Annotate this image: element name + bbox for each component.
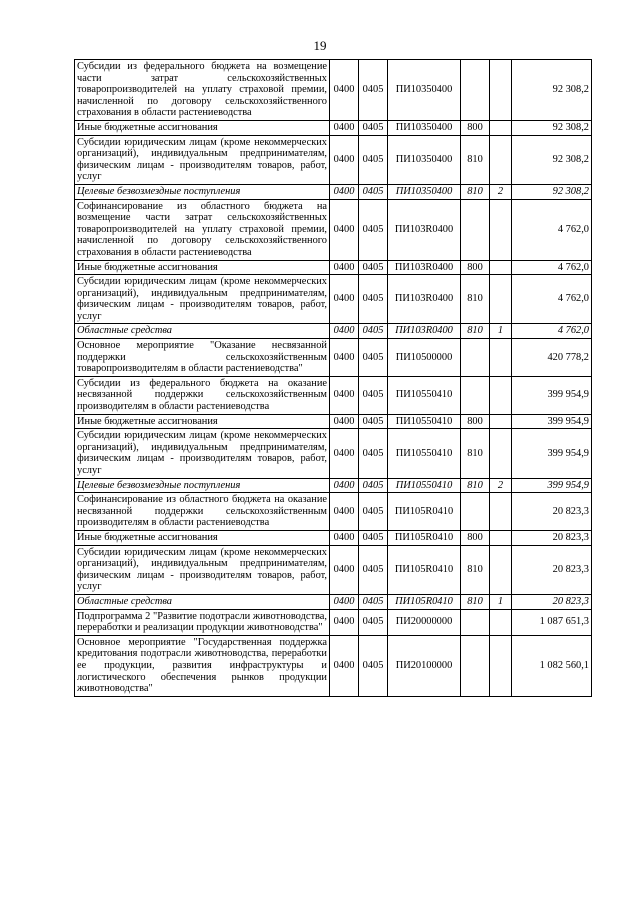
amount: 1 087 651,3 bbox=[512, 609, 592, 635]
target-article-code: ПИ105R0410 bbox=[388, 545, 461, 594]
target-article-code: ПИ10350400 bbox=[388, 60, 461, 121]
expense-type-code: 810 bbox=[461, 545, 490, 594]
subsection-code: 0405 bbox=[359, 429, 388, 478]
row-description: Субсидии юридическим лицам (кроме некоммерческих организаций), индивидуальным предпринимателям, физическим лицам - производителям товаров, работ, услуг bbox=[75, 135, 330, 184]
table-row bbox=[75, 414, 592, 429]
row-description: Иные бюджетные ассигнования bbox=[75, 260, 330, 275]
expense-type-code: 810 bbox=[461, 184, 490, 199]
subsection-code: 0405 bbox=[359, 609, 388, 635]
row-description: Основное мероприятие "Государственная поддержка кредитования подотрасли животноводства, переработки ее продукции, развития инфраструктуры и логистического обеспечения рынков продукции животноводства" bbox=[75, 635, 330, 696]
subsection-code: 0405 bbox=[359, 530, 388, 545]
row-description: Целевые безвозмездные поступления bbox=[75, 478, 330, 493]
row-description: Субсидии юридическим лицам (кроме некоммерческих организаций), индивидуальным предпринимателям, физическим лицам - производителям товаров, работ, услуг bbox=[75, 545, 330, 594]
amount: 92 308,2 bbox=[512, 60, 592, 121]
target-article-code: ПИ10500000 bbox=[388, 339, 461, 377]
table-row bbox=[75, 260, 592, 275]
expense-type-code: 800 bbox=[461, 120, 490, 135]
source-code bbox=[490, 609, 512, 635]
target-article-code: ПИ103R0400 bbox=[388, 199, 461, 260]
target-article-code: ПИ10550410 bbox=[388, 376, 461, 414]
section-code: 0400 bbox=[330, 60, 359, 121]
subsection-code: 0405 bbox=[359, 120, 388, 135]
source-code bbox=[490, 635, 512, 696]
expense-type-code: 810 bbox=[461, 478, 490, 493]
source-code: 1 bbox=[490, 594, 512, 609]
table-row bbox=[75, 635, 592, 696]
amount: 92 308,2 bbox=[512, 184, 592, 199]
target-article-code: ПИ103R0400 bbox=[388, 324, 461, 339]
section-code: 0400 bbox=[330, 594, 359, 609]
table-row bbox=[75, 594, 592, 609]
source-code bbox=[490, 199, 512, 260]
section-code: 0400 bbox=[330, 324, 359, 339]
source-code bbox=[490, 60, 512, 121]
row-description: Субсидии юридическим лицам (кроме некоммерческих организаций), индивидуальным предпринимателям, физическим лицам - производителям товаров, работ, услуг bbox=[75, 275, 330, 324]
target-article-code: ПИ10350400 bbox=[388, 184, 461, 199]
section-code: 0400 bbox=[330, 199, 359, 260]
subsection-code: 0405 bbox=[359, 184, 388, 199]
row-description: Субсидии из федерального бюджета на возмещение части затрат сельскохозяйственных товаропроизводителей на уплату страховой премии, начисленной по договору сельскохозяйственного страхования в области растениеводства bbox=[75, 60, 330, 121]
row-description: Софинансирование из областного бюджета на оказание несвязанной поддержки сельскохозяйственным производителям в области растениеводства bbox=[75, 493, 330, 531]
subsection-code: 0405 bbox=[359, 493, 388, 531]
source-code bbox=[490, 120, 512, 135]
row-description: Софинансирование из областного бюджета на возмещение части затрат сельскохозяйственных товаропроизводителей на уплату страховой премии, начисленной по договору сельскохозяйственного страхования в области растениеводства bbox=[75, 199, 330, 260]
table-row bbox=[75, 545, 592, 594]
amount: 92 308,2 bbox=[512, 120, 592, 135]
amount: 399 954,9 bbox=[512, 429, 592, 478]
expense-type-code: 810 bbox=[461, 135, 490, 184]
table-row bbox=[75, 60, 592, 121]
source-code bbox=[490, 135, 512, 184]
source-code bbox=[490, 493, 512, 531]
source-code bbox=[490, 260, 512, 275]
amount: 20 823,3 bbox=[512, 545, 592, 594]
subsection-code: 0405 bbox=[359, 376, 388, 414]
section-code: 0400 bbox=[330, 135, 359, 184]
page-number: 19 bbox=[313, 38, 327, 53]
amount: 420 778,2 bbox=[512, 339, 592, 377]
target-article-code: ПИ10550410 bbox=[388, 478, 461, 493]
target-article-code: ПИ20100000 bbox=[388, 635, 461, 696]
expense-type-code: 800 bbox=[461, 414, 490, 429]
expense-type-code bbox=[461, 199, 490, 260]
subsection-code: 0405 bbox=[359, 275, 388, 324]
expense-type-code bbox=[461, 60, 490, 121]
table-row bbox=[75, 184, 592, 199]
row-description: Областные средства bbox=[75, 594, 330, 609]
table-row bbox=[75, 275, 592, 324]
budget-table bbox=[74, 59, 592, 697]
row-description: Подпрограмма 2 "Развитие подотрасли животноводства, переработки и реализации продукции животноводства" bbox=[75, 609, 330, 635]
table-row bbox=[75, 324, 592, 339]
amount: 20 823,3 bbox=[512, 594, 592, 609]
source-code bbox=[490, 530, 512, 545]
table-row bbox=[75, 120, 592, 135]
target-article-code: ПИ10550410 bbox=[388, 429, 461, 478]
row-description: Иные бюджетные ассигнования bbox=[75, 530, 330, 545]
subsection-code: 0405 bbox=[359, 635, 388, 696]
source-code bbox=[490, 545, 512, 594]
source-code bbox=[490, 376, 512, 414]
subsection-code: 0405 bbox=[359, 135, 388, 184]
target-article-code: ПИ103R0400 bbox=[388, 275, 461, 324]
section-code: 0400 bbox=[330, 609, 359, 635]
expense-type-code bbox=[461, 376, 490, 414]
section-code: 0400 bbox=[330, 339, 359, 377]
amount: 399 954,9 bbox=[512, 478, 592, 493]
source-code: 2 bbox=[490, 184, 512, 199]
amount: 4 762,0 bbox=[512, 199, 592, 260]
target-article-code: ПИ10350400 bbox=[388, 120, 461, 135]
section-code: 0400 bbox=[330, 429, 359, 478]
target-article-code: ПИ10350400 bbox=[388, 135, 461, 184]
row-description: Иные бюджетные ассигнования bbox=[75, 120, 330, 135]
target-article-code: ПИ105R0410 bbox=[388, 493, 461, 531]
target-article-code: ПИ103R0400 bbox=[388, 260, 461, 275]
amount: 4 762,0 bbox=[512, 324, 592, 339]
row-description: Основное мероприятие "Оказание несвязанной поддержки сельскохозяйственным товаропроизводителям в области растениеводства" bbox=[75, 339, 330, 377]
expense-type-code bbox=[461, 609, 490, 635]
expense-type-code bbox=[461, 635, 490, 696]
amount: 4 762,0 bbox=[512, 260, 592, 275]
section-code: 0400 bbox=[330, 376, 359, 414]
subsection-code: 0405 bbox=[359, 260, 388, 275]
expense-type-code: 810 bbox=[461, 594, 490, 609]
source-code bbox=[490, 275, 512, 324]
row-description: Областные средства bbox=[75, 324, 330, 339]
table-row bbox=[75, 429, 592, 478]
subsection-code: 0405 bbox=[359, 339, 388, 377]
target-article-code: ПИ105R0410 bbox=[388, 594, 461, 609]
section-code: 0400 bbox=[330, 275, 359, 324]
target-article-code: ПИ10550410 bbox=[388, 414, 461, 429]
subsection-code: 0405 bbox=[359, 594, 388, 609]
section-code: 0400 bbox=[330, 493, 359, 531]
section-code: 0400 bbox=[330, 184, 359, 199]
section-code: 0400 bbox=[330, 635, 359, 696]
subsection-code: 0405 bbox=[359, 324, 388, 339]
amount: 1 082 560,1 bbox=[512, 635, 592, 696]
expense-type-code: 810 bbox=[461, 275, 490, 324]
row-description: Целевые безвозмездные поступления bbox=[75, 184, 330, 199]
source-code bbox=[490, 339, 512, 377]
expense-type-code: 810 bbox=[461, 429, 490, 478]
table-row bbox=[75, 339, 592, 377]
table-row bbox=[75, 376, 592, 414]
section-code: 0400 bbox=[330, 414, 359, 429]
table-row bbox=[75, 609, 592, 635]
expense-type-code bbox=[461, 493, 490, 531]
row-description: Иные бюджетные ассигнования bbox=[75, 414, 330, 429]
amount: 20 823,3 bbox=[512, 530, 592, 545]
expense-type-code: 800 bbox=[461, 530, 490, 545]
row-description: Субсидии юридическим лицам (кроме некоммерческих организаций), индивидуальным предпринимателям, физическим лицам - производителям товаров, работ, услуг bbox=[75, 429, 330, 478]
expense-type-code bbox=[461, 339, 490, 377]
expense-type-code: 810 bbox=[461, 324, 490, 339]
amount: 4 762,0 bbox=[512, 275, 592, 324]
table-row bbox=[75, 493, 592, 531]
subsection-code: 0405 bbox=[359, 199, 388, 260]
expense-type-code: 800 bbox=[461, 260, 490, 275]
amount: 20 823,3 bbox=[512, 493, 592, 531]
source-code: 1 bbox=[490, 324, 512, 339]
row-description: Субсидии из федерального бюджета на оказание несвязанной поддержки сельскохозяйственным производителям в области растениеводства bbox=[75, 376, 330, 414]
amount: 92 308,2 bbox=[512, 135, 592, 184]
table-row bbox=[75, 135, 592, 184]
subsection-code: 0405 bbox=[359, 545, 388, 594]
source-code: 2 bbox=[490, 478, 512, 493]
amount: 399 954,9 bbox=[512, 414, 592, 429]
section-code: 0400 bbox=[330, 478, 359, 493]
table-row bbox=[75, 530, 592, 545]
source-code bbox=[490, 429, 512, 478]
source-code bbox=[490, 414, 512, 429]
section-code: 0400 bbox=[330, 260, 359, 275]
subsection-code: 0405 bbox=[359, 478, 388, 493]
table-row bbox=[75, 199, 592, 260]
section-code: 0400 bbox=[330, 545, 359, 594]
table-row bbox=[75, 478, 592, 493]
target-article-code: ПИ20000000 bbox=[388, 609, 461, 635]
subsection-code: 0405 bbox=[359, 60, 388, 121]
section-code: 0400 bbox=[330, 120, 359, 135]
amount: 399 954,9 bbox=[512, 376, 592, 414]
subsection-code: 0405 bbox=[359, 414, 388, 429]
section-code: 0400 bbox=[330, 530, 359, 545]
target-article-code: ПИ105R0410 bbox=[388, 530, 461, 545]
